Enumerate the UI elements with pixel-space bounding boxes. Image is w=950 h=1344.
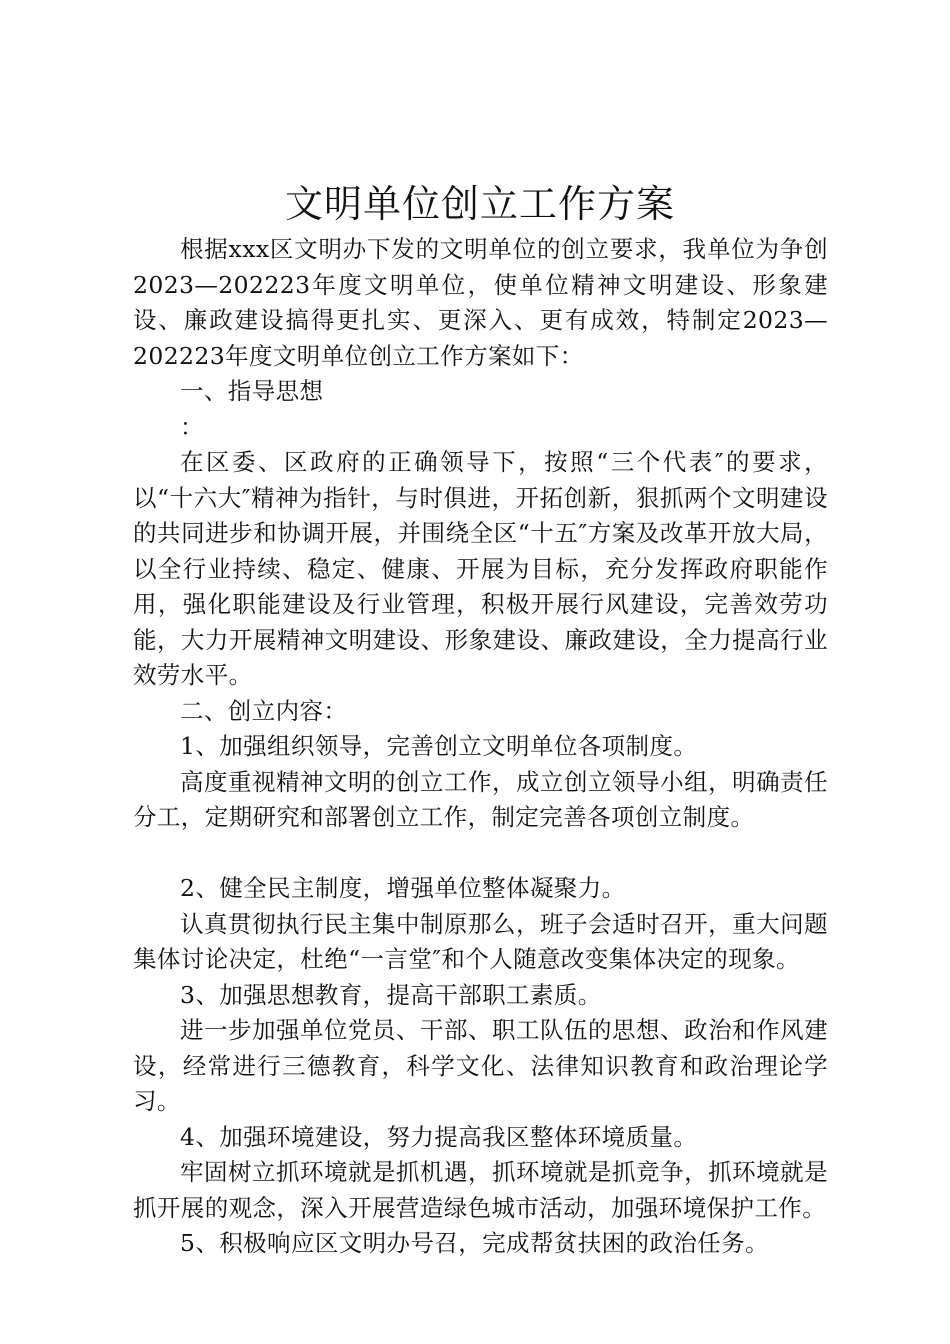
item-paragraph-4: 牢固树立抓环境就是抓机遇，抓环境就是抓竞争，抓环境就是抓开展的观念，深入开展营造绿色城市活动，加强环境保护工作。 [133, 1158, 828, 1222]
section-heading-content: 二、创立内容： [180, 696, 348, 725]
document-body [133, 232, 828, 1262]
item-heading-3: 3、加强思想教育，提高干部职工素质。 [180, 980, 602, 1009]
intro-paragraph: 根据xxx区文明办下发的文明单位的创立要求，我单位为争创2023—202223年度文明单位，使单位精神文明建设、形象建设、廉政建设搞得更扎实、更深入、更有成效，特制定2023—202223年度文明单位创立工作方案如下： [133, 235, 828, 370]
section-heading-guiding-thought: 一、指导思想 [180, 377, 324, 405]
item-heading-4: 4、加强环境建设，努力提高我区整体环境质量。 [180, 1122, 698, 1151]
item-heading-5: 5、积极响应区文明办号召，完成帮贫扶困的政治任务。 [180, 1229, 769, 1257]
item-paragraph-3: 进一步加强单位党员、干部、职工队伍的思想、政治和作风建设，经常进行三德教育，科学文化、法律知识教育和政治理论学习。 [133, 1016, 828, 1115]
item-heading-2: 2、健全民主制度，增强单位整体凝聚力。 [180, 874, 626, 902]
guiding-thought-paragraph: 在区委、区政府的正确领导下，按照“三个代表″的要求，以“十六大″精神为指针，与时俱进，开拓创新，狠抓两个文明建设的共同进步和协调开展，并围绕全区“十五″方案及改革开放大局，以全行业持续、稳定、健康、开展为目标，充分发挥政府职能作用，强化职能建设及行业管理，积极开展行风建设，完善效劳功能，大力开展精神文明建设、形象建设、廉政建设，全力提高行业效劳水平。 [133, 448, 828, 689]
document-title: 文明单位创立工作方案 [284, 182, 675, 226]
blank-line [133, 836, 828, 872]
item-paragraph-2: 认真贯彻执行民主集中制原那么，班子会适时召开，重大问题集体讨论决定，杜绝“一言堂″和个人随意改变集体决定的现象。 [133, 909, 828, 973]
item-paragraph-1: 高度重视精神文明的创立工作，成立创立领导小组，明确责任分工，定期研究和部署创立工作，制定完善各项创立制度。 [133, 767, 828, 831]
stray-colon-line: ： [180, 412, 204, 441]
item-heading-1: 1、加强组织领导，完善创立文明单位各项制度。 [180, 732, 698, 760]
